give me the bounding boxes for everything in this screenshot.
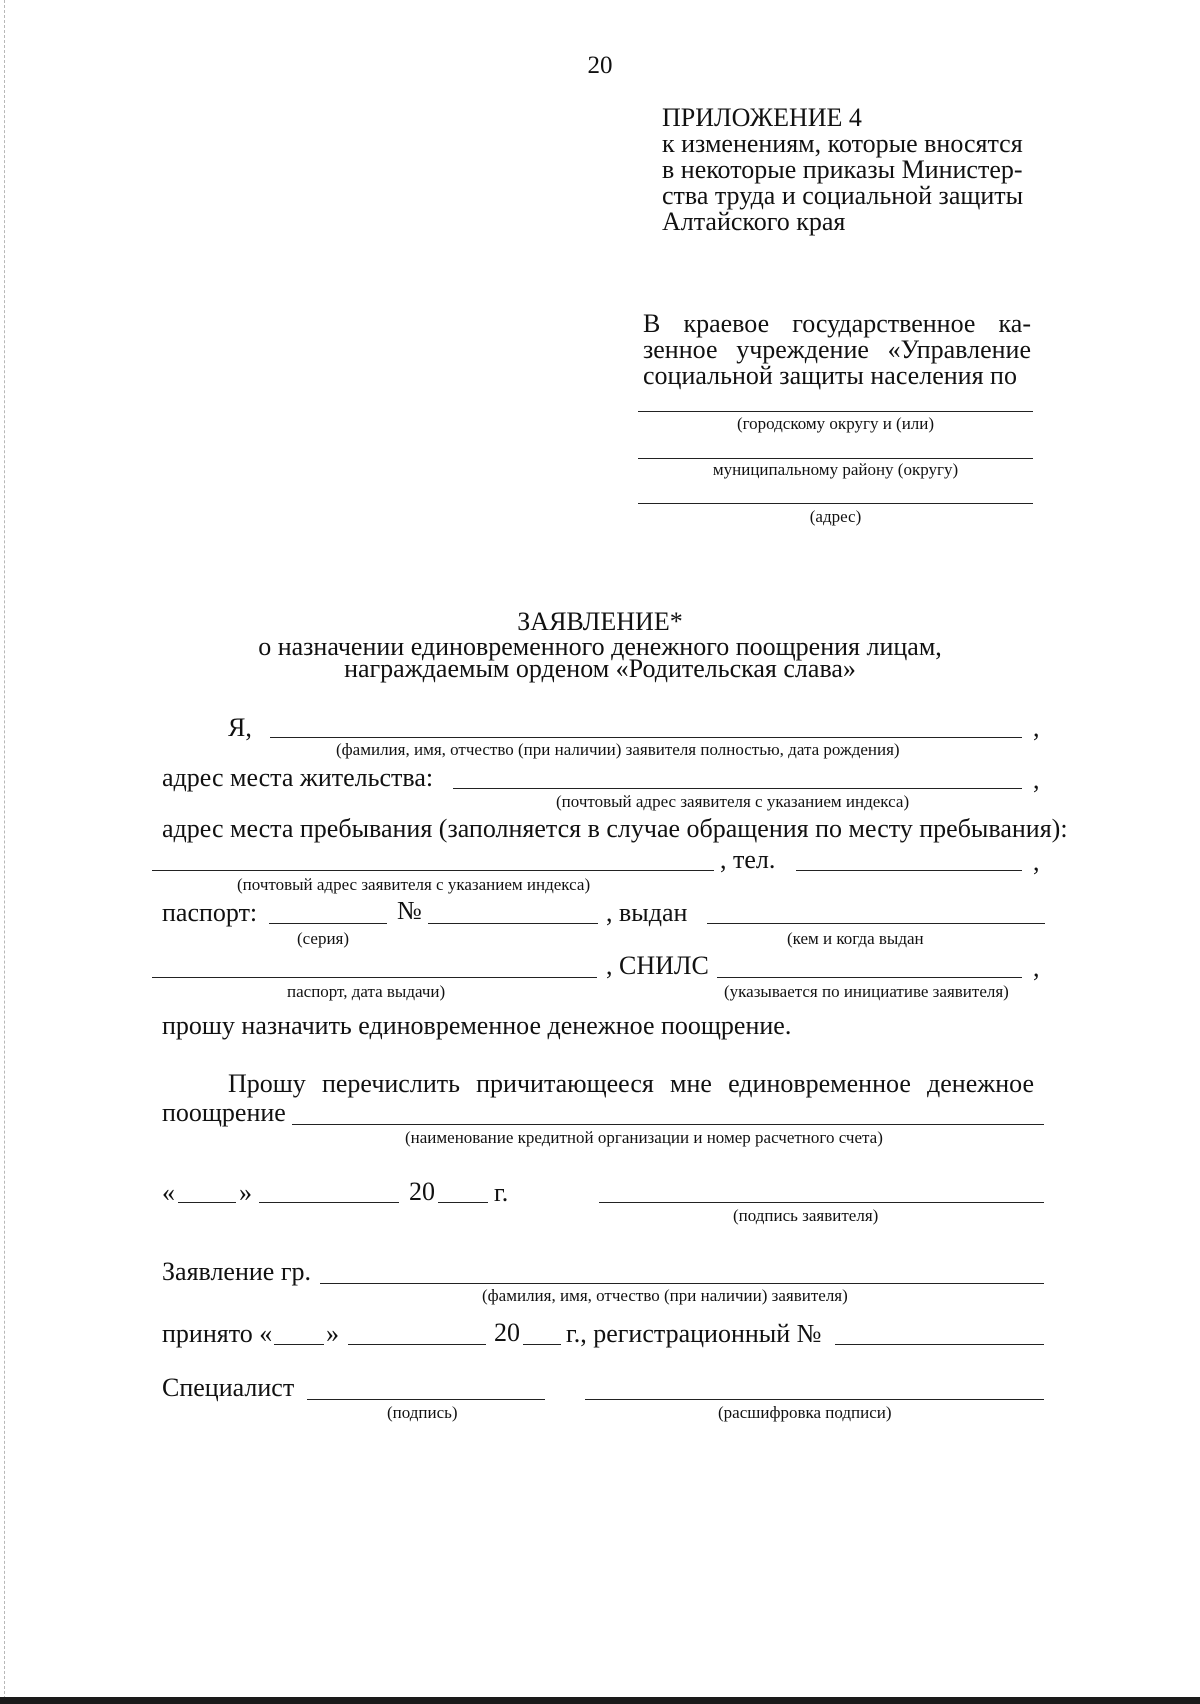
accepted-month-line[interactable]: [348, 1344, 486, 1345]
accepted-day-line[interactable]: [274, 1344, 324, 1345]
passport-date-hint: паспорт, дата выдачи): [287, 982, 446, 1001]
page-number: 20: [587, 52, 613, 79]
phone-line[interactable]: [796, 870, 1022, 871]
registration-label: г., регистрационный №: [566, 1319, 822, 1348]
date-year-prefix: 20: [409, 1177, 435, 1206]
signature-hint: (подпись заявителя): [733, 1206, 879, 1225]
fio-hint: (фамилия, имя, отчество (при наличии) заявителя): [482, 1286, 848, 1305]
scan-bottom-edge: [0, 1697, 1200, 1704]
date-close-quote: »: [239, 1178, 252, 1207]
passport-series-line[interactable]: [269, 923, 387, 924]
bank-hint: (наименование кредитной организации и номер расчетного счета): [405, 1128, 883, 1147]
date-open-quote: «: [162, 1178, 175, 1207]
date-year-suffix: г.: [494, 1178, 509, 1207]
address-line[interactable]: [638, 503, 1033, 504]
appendix-line: Алтайского края: [662, 207, 846, 236]
stay-label: адрес места пребывания (заполняется в случае обращения по месту пребывания):: [162, 814, 1068, 843]
issued-label: , выдан: [606, 898, 688, 927]
citizen-name-line[interactable]: [320, 1283, 1044, 1284]
accepted-close-quote: »: [326, 1319, 339, 1348]
issued-by-hint: (кем и когда выдан: [787, 929, 924, 948]
residence-label: адрес места жительства:: [162, 763, 434, 792]
statement-label: Заявление гр.: [162, 1257, 312, 1286]
residence-address-line[interactable]: [453, 788, 1022, 789]
district-hint: (городскому округу и (или): [736, 414, 935, 433]
municipal-line[interactable]: [638, 458, 1033, 459]
scan-edge: [4, 0, 5, 1704]
registration-number-line[interactable]: [835, 1344, 1044, 1345]
request-text: прошу назначить единовременное денежное поощрение.: [162, 1011, 792, 1040]
postal-address-hint: (почтовый адрес заявителя с указанием индекса): [237, 875, 591, 894]
comma: ,: [1033, 953, 1040, 982]
accepted-year-prefix: 20: [494, 1318, 520, 1347]
accepted-label: принято «: [162, 1319, 273, 1348]
passport-label: паспорт:: [162, 898, 258, 927]
appendix-line: в некоторые приказы Министер-: [662, 155, 1023, 184]
snils-label: , СНИЛС: [606, 951, 709, 980]
passport-number-line[interactable]: [428, 923, 598, 924]
snils-line[interactable]: [717, 977, 1022, 978]
accepted-year-line[interactable]: [523, 1344, 561, 1345]
comma: ,: [1033, 765, 1040, 794]
snils-hint: (указывается по инициативе заявителя): [724, 982, 1009, 1001]
date-year-line[interactable]: [438, 1202, 488, 1203]
stay-address-line[interactable]: [152, 870, 714, 871]
transfer-label: поощрение: [162, 1098, 286, 1127]
applicant-name-line[interactable]: [270, 737, 1022, 738]
sign-decode-hint: (расшифровка подписи): [718, 1403, 892, 1422]
postal-address-hint: (почтовый адрес заявителя с указанием индекса): [556, 792, 910, 811]
number-sign: №: [397, 896, 422, 925]
applicant-signature-line[interactable]: [599, 1202, 1044, 1203]
signature-decode-line[interactable]: [585, 1399, 1044, 1400]
sign-hint: (подпись): [387, 1403, 458, 1422]
appendix-line: ства труда и социальной защиты: [662, 181, 1024, 210]
addressee-line: В краевое государственное ка-: [643, 309, 1031, 338]
specialist-label: Специалист: [162, 1373, 295, 1402]
addressee-line: социальной защиты населения по: [643, 361, 1017, 390]
transfer-text: Прошу перечислить причитающееся мне единовременное денежное: [228, 1069, 1034, 1098]
comma: ,: [1033, 713, 1040, 742]
district-line[interactable]: [638, 411, 1033, 412]
date-month-line[interactable]: [259, 1202, 399, 1203]
tel-label: , тел.: [720, 845, 776, 874]
ya-label: Я,: [228, 713, 252, 742]
series-hint: (серия): [297, 929, 350, 948]
bank-account-line[interactable]: [292, 1124, 1044, 1125]
comma: ,: [1033, 847, 1040, 876]
issued-by-line[interactable]: [707, 923, 1045, 924]
fio-full-hint: (фамилия, имя, отчество (при наличии) заявителя полностью, дата рождения): [336, 740, 900, 759]
address-hint: (адрес): [809, 507, 862, 526]
municipal-hint: муниципальному району (округу): [712, 460, 959, 479]
heading-line: награждаемым орденом «Родительская слава»: [344, 654, 856, 683]
date-day-line[interactable]: [178, 1202, 236, 1203]
passport-date-line[interactable]: [152, 977, 597, 978]
heading-line: о назначении единовременного денежного поощрения лицам,: [258, 632, 942, 661]
heading-title: ЗАЯВЛЕНИЕ*: [517, 607, 683, 636]
addressee-line: зенное учреждение «Управление: [643, 335, 1031, 364]
appendix-line: к изменениям, которые вносятся: [662, 129, 1023, 158]
appendix-title: ПРИЛОЖЕНИЕ 4: [662, 103, 862, 132]
specialist-signature-line[interactable]: [307, 1399, 545, 1400]
